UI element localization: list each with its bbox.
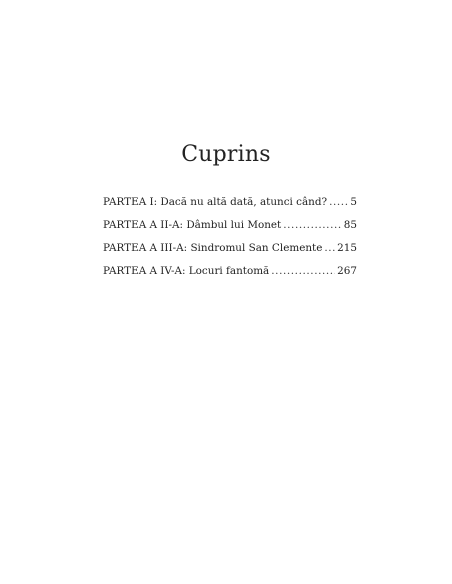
toc-entry-page-number: 85 [343,219,357,231]
toc-entry-part-1 [103,194,357,210]
table-of-contents [103,194,357,286]
toc-entry-page-number: 215 [337,242,357,254]
toc-leader-dots [271,263,335,279]
toc-leader-dots [283,217,342,233]
toc-entry-part-3 [103,240,357,256]
toc-entry-label: PARTEA A II-A: Dâmbul lui Monet [103,219,282,231]
toc-entry-label: PARTEA A IV-A: Locuri fantomă [103,265,270,277]
toc-entry-label: PARTEA A III-A: Sindromul San Clemente [103,242,323,254]
toc-entry-label: PARTEA I: Dacă nu altă dată, atunci când? [103,196,328,208]
toc-entry-page-number: 5 [350,196,357,208]
page-title: Cuprins [181,142,271,167]
toc-entry-part-2 [103,217,357,233]
toc-leader-dots [324,240,335,256]
toc-entry-part-4 [103,263,357,279]
toc-leader-dots [329,194,348,210]
toc-entry-page-number: 267 [337,265,357,277]
